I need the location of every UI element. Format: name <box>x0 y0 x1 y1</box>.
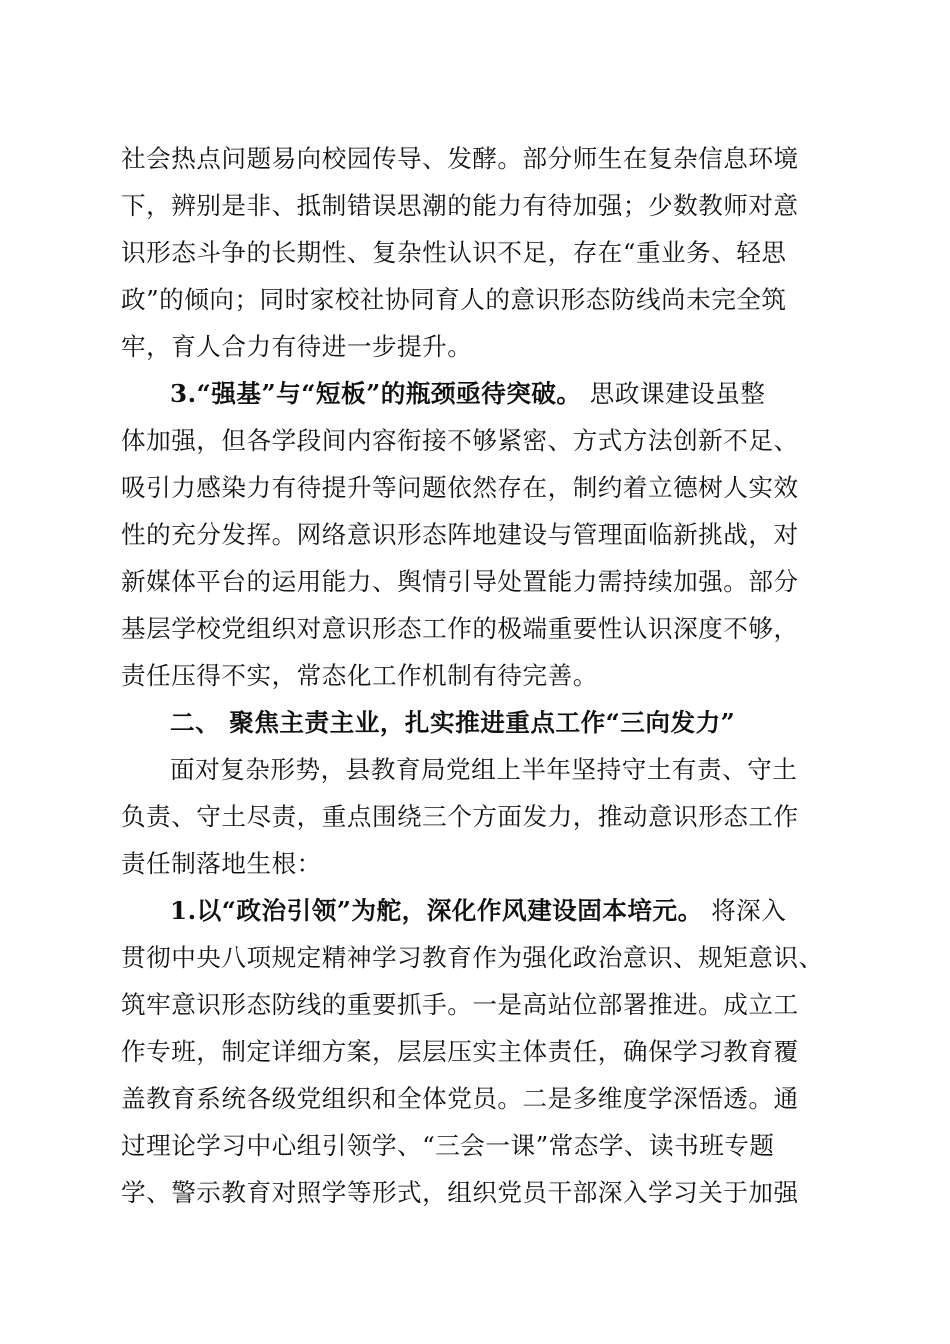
subheading-rest-text: 将深入 <box>702 896 787 925</box>
text-line: 责任制落地生根： <box>121 849 322 878</box>
text-line: 作专班，制定详细方案，层层压实主体责任，确保学习教育覆 <box>121 1037 799 1066</box>
section-heading-text: 二、 聚焦主责主业，扎实推进重点工作“三向发力” <box>170 708 736 737</box>
text-line: 牢，育人合力有待进一步提升。 <box>121 332 473 361</box>
text-line: 盖教育系统各级党组织和全体党员。二是多维度学深悟透。通 <box>121 1084 799 1113</box>
subheading-bold-text: 3.“强基”与“短板”的瓶颈亟待突破。 <box>170 379 582 408</box>
subheading-line <box>170 376 765 412</box>
text-line: 过理论学习中心组引领学、“三会一课”常态学、读书班专题 <box>121 1131 775 1160</box>
text-line: 负责、守土尽责，重点围绕三个方面发力，推动意识形态工作 <box>121 802 799 831</box>
subheading-bold-text: 1.以“政治引领”为舵，深化作风建设固本培元。 <box>170 896 703 925</box>
subheading-line <box>170 893 786 929</box>
text-line: 识形态斗争的长期性、复杂性认识不足，存在“重业务、轻思 <box>121 238 787 267</box>
text-line: 贯彻中央八项规定精神学习教育作为强化政治意识、规矩意识、 <box>121 943 824 972</box>
text-line: 面对复杂形势，县教育局党组上半年坚持守土有责、守土 <box>170 755 798 784</box>
text-line: 筑牢意识形态防线的重要抓手。一是高站位部署推进。成立工 <box>121 990 799 1019</box>
text-line: 基层学校党组织对意识形态工作的极端重要性认识深度不够， <box>121 614 799 643</box>
text-line: 新媒体平台的运用能力、舆情引导处置能力需持续加强。部分 <box>121 567 799 596</box>
text-line: 下，辨别是非、抵制错误思潮的能力有待加强；少数教师对意 <box>121 191 799 220</box>
text-line: 学、警示教育对照学等形式，组织党员干部深入学习关于加强 <box>121 1178 799 1207</box>
text-line: 吸引力感染力有待提升等问题依然存在，制约着立德树人实效 <box>121 473 799 502</box>
subheading-rest-text: 思政课建设虽整 <box>581 379 766 408</box>
text-line: 性的充分发挥。网络意识形态阵地建设与管理面临新挑战，对 <box>121 520 799 549</box>
text-line: 体加强，但各学段间内容衔接不够紧密、方式方法创新不足、 <box>121 426 799 455</box>
text-line: 社会热点问题易向校园传导、发酵。部分师生在复杂信息环境 <box>121 144 799 173</box>
text-line: 政”的倾向；同时家校社协同育人的意识形态防线尚未完全筑 <box>121 285 787 314</box>
section-heading <box>170 705 735 741</box>
text-line: 责任压得不实，常态化工作机制有待完善。 <box>121 661 598 690</box>
